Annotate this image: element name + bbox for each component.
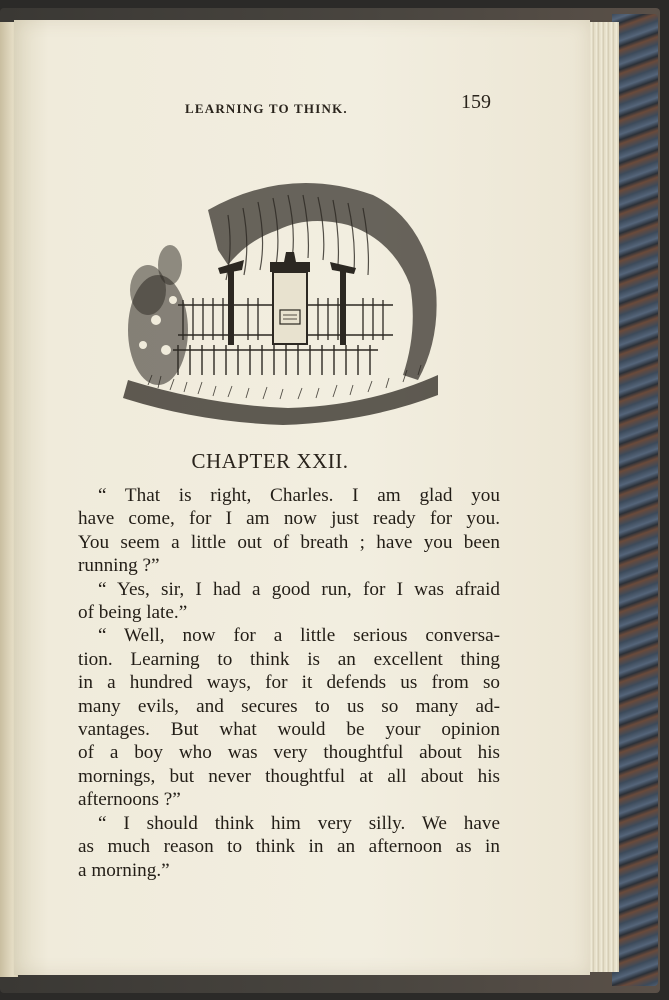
text-line: many evils, and secures to us so many ad- — [78, 695, 500, 717]
text-line: have come, for I am now just ready for you. — [78, 508, 500, 530]
text-line: “ That is right, Charles. I am glad you — [98, 485, 500, 506]
text-line: running ?” — [78, 555, 160, 577]
text-line: tion. Learning to think is an excellent thing — [78, 648, 500, 670]
paragraph-4 — [78, 812, 500, 882]
paragraph-2 — [78, 578, 500, 625]
text-line: a morning.” — [78, 859, 170, 881]
text-line: as much reason to think in an afternoon as in — [78, 836, 500, 858]
engraving-tomb-under-willow-icon — [118, 170, 448, 430]
body-text — [78, 484, 500, 882]
text-line: in a hundred ways, for it defends us from so — [78, 672, 500, 694]
paragraph-3 — [78, 624, 500, 811]
chapter-heading: CHAPTER XXII. — [191, 449, 349, 473]
paragraph-1 — [78, 484, 500, 578]
page-number: 159 — [461, 91, 491, 113]
text-line: of being late.” — [78, 602, 188, 624]
text-line: mornings, but never thoughtful at all about his — [78, 765, 500, 787]
text-line: “ Well, now for a little serious conversa- — [98, 625, 500, 647]
text-line: You seem a little out of breath ; have you been — [78, 531, 500, 553]
text-line: “ Yes, sir, I had a good run, for I was afraid — [98, 578, 500, 600]
running-head: LEARNING TO THINK. — [185, 101, 348, 116]
text-line: vantages. But what would be your opinion — [78, 719, 500, 741]
page-stack-edge — [585, 22, 619, 972]
text-line: of a boy who was very thoughtful about his — [78, 742, 500, 764]
text-line: afternoons ?” — [78, 789, 181, 811]
text-line: “ I should think him very silly. We have — [98, 812, 500, 834]
